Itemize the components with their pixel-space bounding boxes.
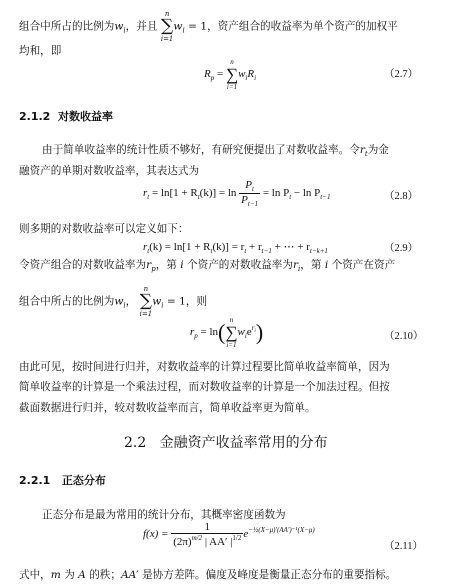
heading-number: 2.2	[124, 435, 147, 451]
var-sub-i: i	[182, 26, 185, 35]
var-w: w	[114, 20, 124, 33]
equation-number-2-7: （2.7）	[384, 69, 419, 80]
equation-2-8: $r_t = \ln[1 + R_t(k)] = \ln$ $\frac{P_t}{P_{t-1}}$ = $\ln P_t - \ln P_{t-1}$	[143, 179, 331, 208]
equation-2-7: $R_p$ = n ∑ i=1 $w_iR_i$	[204, 58, 257, 91]
para-line-12: 式中，m 为 A 的秩；AA′ 是协方差阵。偏度及峰度是衡量正态分布的重要指标。	[19, 569, 397, 581]
para-line-7: 组合中所占的比例为$w_i$， n ∑ i=1 $w_i = 1$，则	[19, 285, 208, 318]
para-line-8: 由此可见，按时间进行归并，对数收益率的计算过程要比简单收益率简单，因为	[19, 361, 390, 373]
para-line-1	[19, 10, 398, 43]
para-line-9: 简单收益率的计算是一个乘法过程，而对数收益率的计算是一个加法过程。但按	[19, 381, 390, 393]
para-line-10: 截面数据进行归并，较对数收益率而言，简单收益率更为简单。	[19, 402, 316, 414]
section-heading-2-1-2	[19, 108, 113, 124]
text-run: 组合中所占的比例为	[19, 20, 115, 33]
sum-symbol: n ∑ i=1	[160, 10, 174, 43]
equation-2-9: $r_t(k) = \ln[1 + R_t(k)] = r_t + r_{t-1}$ + ⋯ + $r_{t-k+1}$	[143, 241, 328, 255]
text-run: ，资产组合的收益率为单个资产的加权平	[207, 20, 398, 33]
para-line-2: 均和，即	[19, 45, 62, 57]
heading-title: 对数收益率	[58, 110, 113, 123]
equation-number-2-11: （2.11）	[384, 541, 423, 552]
heading-title: 正态分布	[61, 474, 106, 487]
para-line-4: 融资产的单期对数收益率，其表达式为	[19, 165, 200, 177]
heading-number: 2.2.1	[19, 474, 51, 487]
eq-one: = 1	[188, 20, 208, 33]
text-run: ，并且	[125, 20, 158, 33]
var-sub-i: i	[123, 26, 126, 35]
para-line-11: 正态分布是最为常用的统计分布，其概率密度函数为	[42, 509, 286, 521]
heading-title: 金融资产收益率常用的分布	[159, 435, 328, 451]
para-line-3: 由于简单收益率的统计性质不够好，有研究便提出了对数收益率。令$r_t$为金	[42, 144, 389, 158]
var-w: w	[173, 20, 183, 33]
equation-2-11: f(x) = $\frac{1}{(2\pi)^{m/2} | AA' |^{1/2}}$ $e^{-\frac{1}{2}(X-\mu)'(AA')^{-1}(X-\mu)}$	[143, 521, 315, 548]
section-heading-2-2	[124, 432, 328, 452]
equation-2-10: $r_p = \ln$( n ∑ i=1 $w_ie^{ri}$)	[190, 316, 264, 349]
heading-number: 2.1.2	[19, 110, 51, 123]
equation-number-2-8: （2.8）	[384, 191, 419, 202]
equation-number-2-9: （2.9）	[384, 243, 419, 254]
equation-number-2-10: （2.10）	[384, 331, 424, 342]
para-line-5: 则多期的对数收益率可以定义如下：	[19, 223, 189, 235]
para-line-6: 令资产组合的对数收益率为$r_p$，第 i 个资产的对数收益率为$r_i$，第 i 个资产在资产	[19, 259, 396, 273]
section-heading-2-2-1	[19, 472, 106, 488]
